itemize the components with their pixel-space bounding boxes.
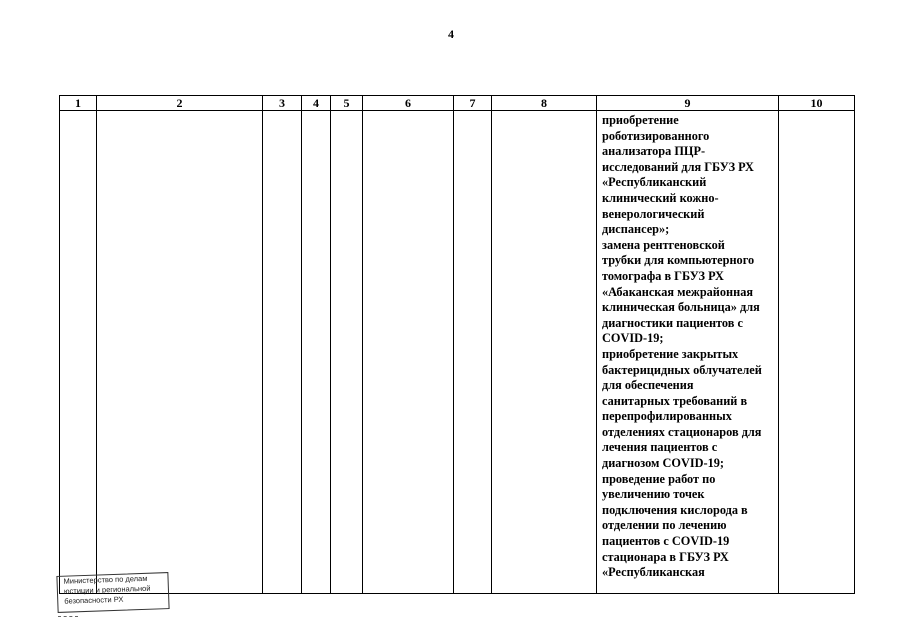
text-line: венерологический [602, 206, 705, 221]
column-header-9: 9 [597, 96, 779, 111]
text-line: роботизированного [602, 128, 710, 143]
table-cell-10 [779, 111, 855, 594]
table-cell-2 [97, 111, 263, 594]
page-number: 4 [448, 27, 454, 41]
column-header-3: 3 [263, 96, 302, 111]
column-header-6: 6 [363, 96, 454, 111]
text-line: санитарных требований в [602, 393, 748, 408]
table-cell-3 [263, 111, 302, 594]
table-cell-8 [492, 111, 597, 594]
table-row [60, 111, 855, 594]
text-line: томографа в ГБУЗ РХ [602, 268, 724, 283]
text-line: стационара в ГБУЗ РХ [602, 549, 729, 564]
text-line: «Абаканская межрайонная [602, 284, 754, 299]
text-line: приобретение закрытых [602, 346, 739, 361]
table-cell-6 [363, 111, 454, 594]
column-header-2: 2 [97, 96, 263, 111]
table-cell-5 [331, 111, 363, 594]
text-line: клиническая больница» для [602, 300, 760, 315]
text-line: «Республиканский [602, 175, 707, 190]
text-line: отделении по лечению [602, 518, 727, 533]
column-header-7: 7 [454, 96, 492, 111]
text-line: отделениях стационаров для [602, 424, 762, 439]
text-line: «Республиканская [602, 565, 705, 580]
table-cell-9 [597, 111, 779, 594]
text-line: увеличению точек [602, 487, 705, 502]
measures-text [597, 111, 778, 581]
text-line: трубки для компьютерного [602, 253, 755, 268]
text-line: перепрофилированных [602, 409, 732, 424]
stamp-line: юстиции и региональной [63, 583, 151, 596]
text-line: диспансер»; [602, 222, 670, 237]
text-line: диагностики пациентов с [602, 315, 743, 330]
text-line: анализатора ПЦР- [602, 144, 706, 159]
text-line: клинический кожно- [602, 190, 719, 205]
text-line: замена рентгеновской [602, 237, 725, 252]
text-line: проведение работ по [602, 471, 716, 486]
column-header-8: 8 [492, 96, 597, 111]
text-line: пациентов с COVID-19 [602, 534, 730, 549]
text-line: бактерицидных облучателей [602, 362, 762, 377]
column-header-1: 1 [60, 96, 97, 111]
document-table [59, 95, 855, 594]
stamp-dashed-line [58, 616, 78, 617]
text-line: исследований для ГБУЗ РХ [602, 159, 754, 174]
text-line: COVID-19; [602, 331, 664, 346]
text-line: лечения пациентов с [602, 440, 718, 455]
text-line: подключения кислорода в [602, 502, 748, 517]
stamp-line: Министерство по делам [63, 573, 148, 586]
column-header-4: 4 [302, 96, 331, 111]
table-cell-7 [454, 111, 492, 594]
text-line: приобретение [602, 113, 679, 127]
column-header-5: 5 [331, 96, 363, 111]
table-header-row [60, 96, 855, 111]
text-line: диагнозом COVID-19; [602, 456, 724, 471]
column-header-10: 10 [779, 96, 855, 111]
text-line: для обеспечения [602, 378, 694, 393]
table-cell-4 [302, 111, 331, 594]
registration-stamp [56, 572, 169, 613]
table-cell-1 [60, 111, 97, 594]
stamp-line: безопасности РХ [64, 594, 124, 606]
